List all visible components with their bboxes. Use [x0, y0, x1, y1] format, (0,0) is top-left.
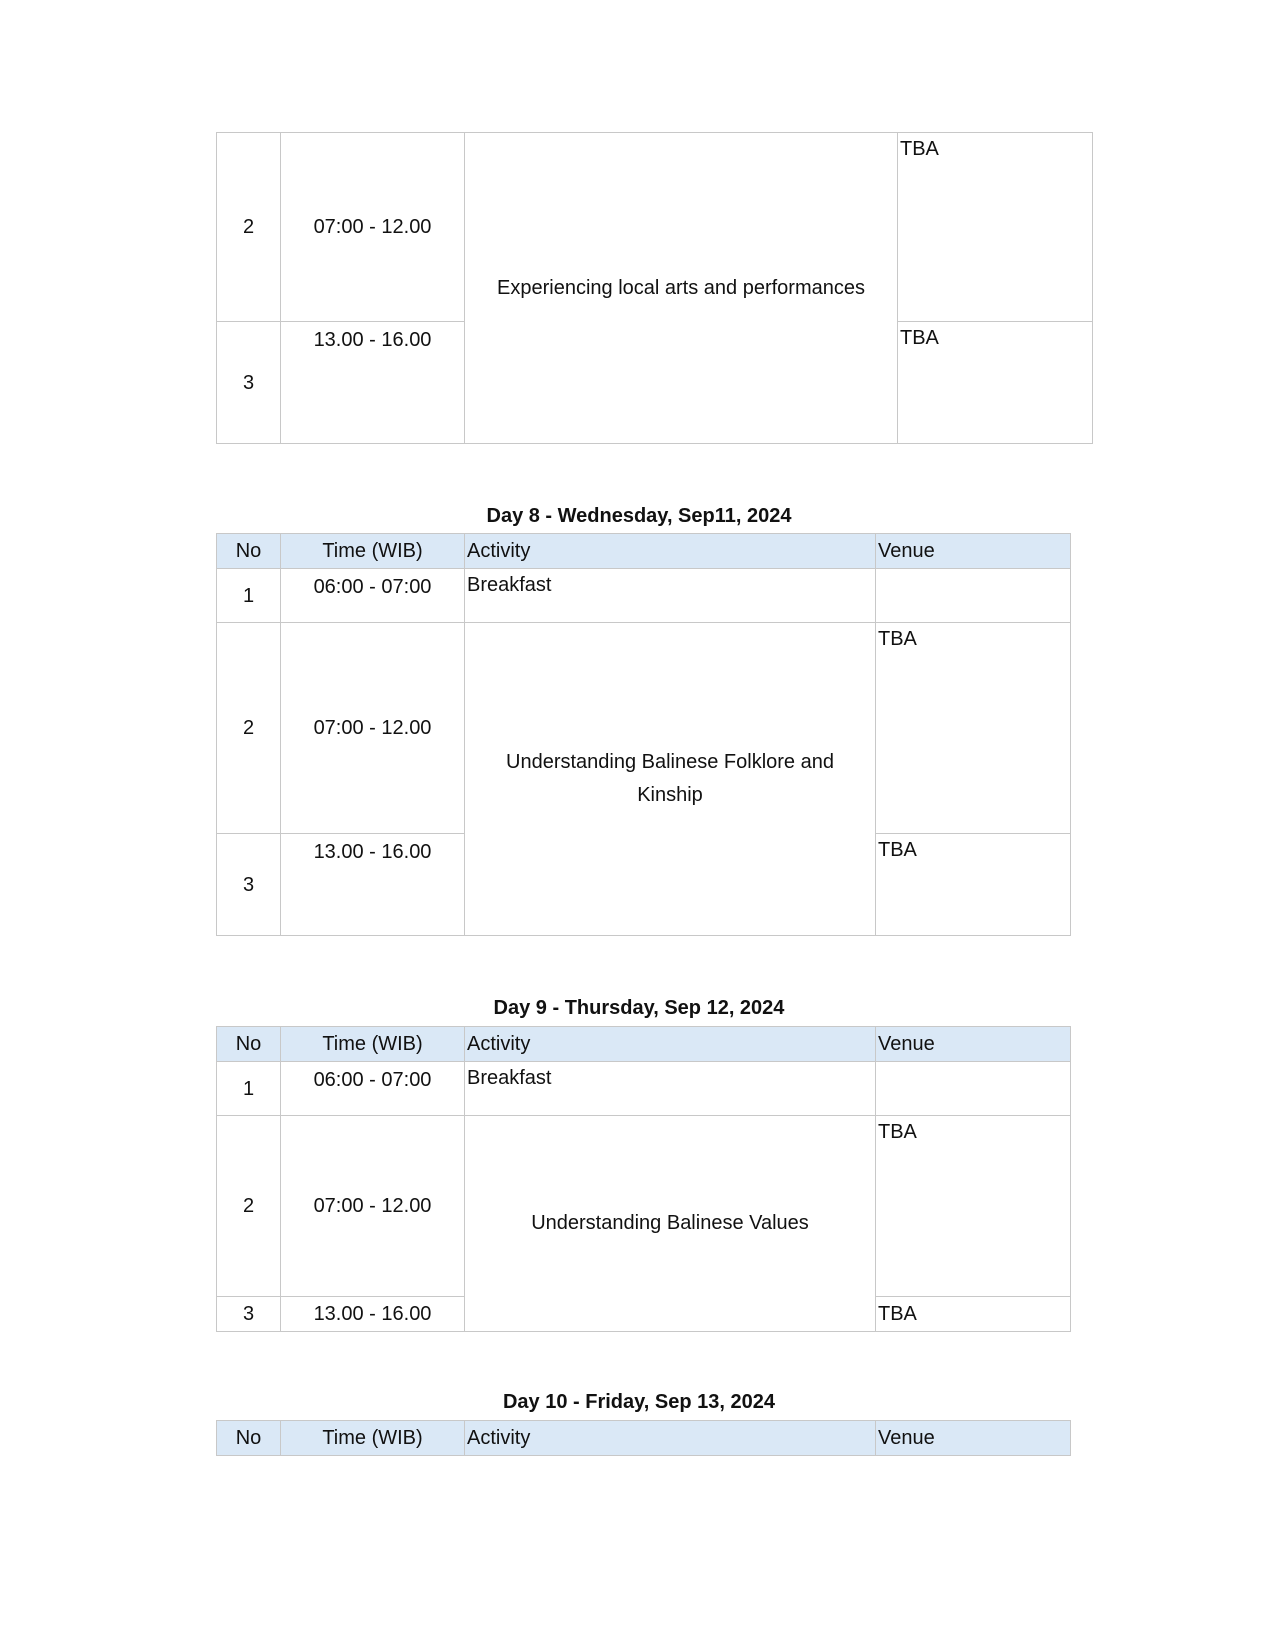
row-no: 2: [217, 133, 281, 322]
table-header-row: [217, 1421, 1071, 1456]
row-no: 1: [217, 1062, 281, 1116]
continued-schedule-table: [216, 132, 1093, 444]
day-title: Day 10 - Friday, Sep 13, 2024: [502, 1391, 775, 1413]
header-no: No: [217, 1421, 281, 1456]
row-activity: Understanding Balinese Values: [465, 1116, 876, 1332]
day-title: Day 8 - Wednesday, Sep11, 2024: [486, 505, 792, 527]
row-venue: TBA: [876, 1116, 1071, 1297]
header-activity: Activity: [465, 534, 876, 569]
row-activity: Experiencing local arts and performances: [465, 133, 898, 444]
row-no: 3: [217, 322, 281, 444]
row-no: 2: [217, 623, 281, 834]
table-row: [217, 1116, 1071, 1297]
row-time: 07:00 - 12.00: [281, 1116, 465, 1297]
row-activity: Breakfast: [465, 1062, 876, 1116]
row-time: 06:00 - 07:00: [281, 569, 465, 623]
header-no: No: [217, 1027, 281, 1062]
row-time: 06:00 - 07:00: [281, 1062, 465, 1116]
header-no: No: [217, 534, 281, 569]
day10-schedule-table: [216, 1420, 1071, 1456]
row-time: 07:00 - 12.00: [281, 623, 465, 834]
row-time: 07:00 - 12.00: [281, 133, 465, 322]
header-time: Time (WIB): [281, 534, 465, 569]
row-venue: TBA: [876, 1297, 1071, 1332]
header-activity: Activity: [465, 1027, 876, 1062]
header-activity: Activity: [465, 1421, 876, 1456]
day-title: Day 9 - Thursday, Sep 12, 2024: [493, 997, 785, 1019]
row-time: 13.00 - 16.00: [281, 1297, 465, 1332]
row-activity: Breakfast: [465, 569, 876, 623]
row-no: 1: [217, 569, 281, 623]
row-venue: TBA: [898, 133, 1093, 322]
table-header-row: [217, 1027, 1071, 1062]
row-venue: [876, 1062, 1071, 1116]
header-venue: Venue: [876, 1027, 1071, 1062]
header-time: Time (WIB): [281, 1027, 465, 1062]
table-row: [217, 569, 1071, 623]
table-row: [217, 133, 1093, 322]
row-no: 3: [217, 834, 281, 936]
day8-schedule-table: [216, 533, 1071, 936]
header-venue: Venue: [876, 1421, 1071, 1456]
table-row: [217, 1062, 1071, 1116]
table-row: [217, 623, 1071, 834]
table-header-row: [217, 534, 1071, 569]
header-time: Time (WIB): [281, 1421, 465, 1456]
row-activity: Understanding Balinese Folklore and Kinship: [465, 623, 876, 936]
row-venue: [876, 569, 1071, 623]
row-venue: TBA: [876, 623, 1071, 834]
row-time: 13.00 - 16.00: [281, 322, 465, 444]
row-no: 2: [217, 1116, 281, 1297]
row-venue: TBA: [898, 322, 1093, 444]
day9-schedule-table: [216, 1026, 1071, 1332]
row-time: 13.00 - 16.00: [281, 834, 465, 936]
row-no: 3: [217, 1297, 281, 1332]
row-venue: TBA: [876, 834, 1071, 936]
header-venue: Venue: [876, 534, 1071, 569]
